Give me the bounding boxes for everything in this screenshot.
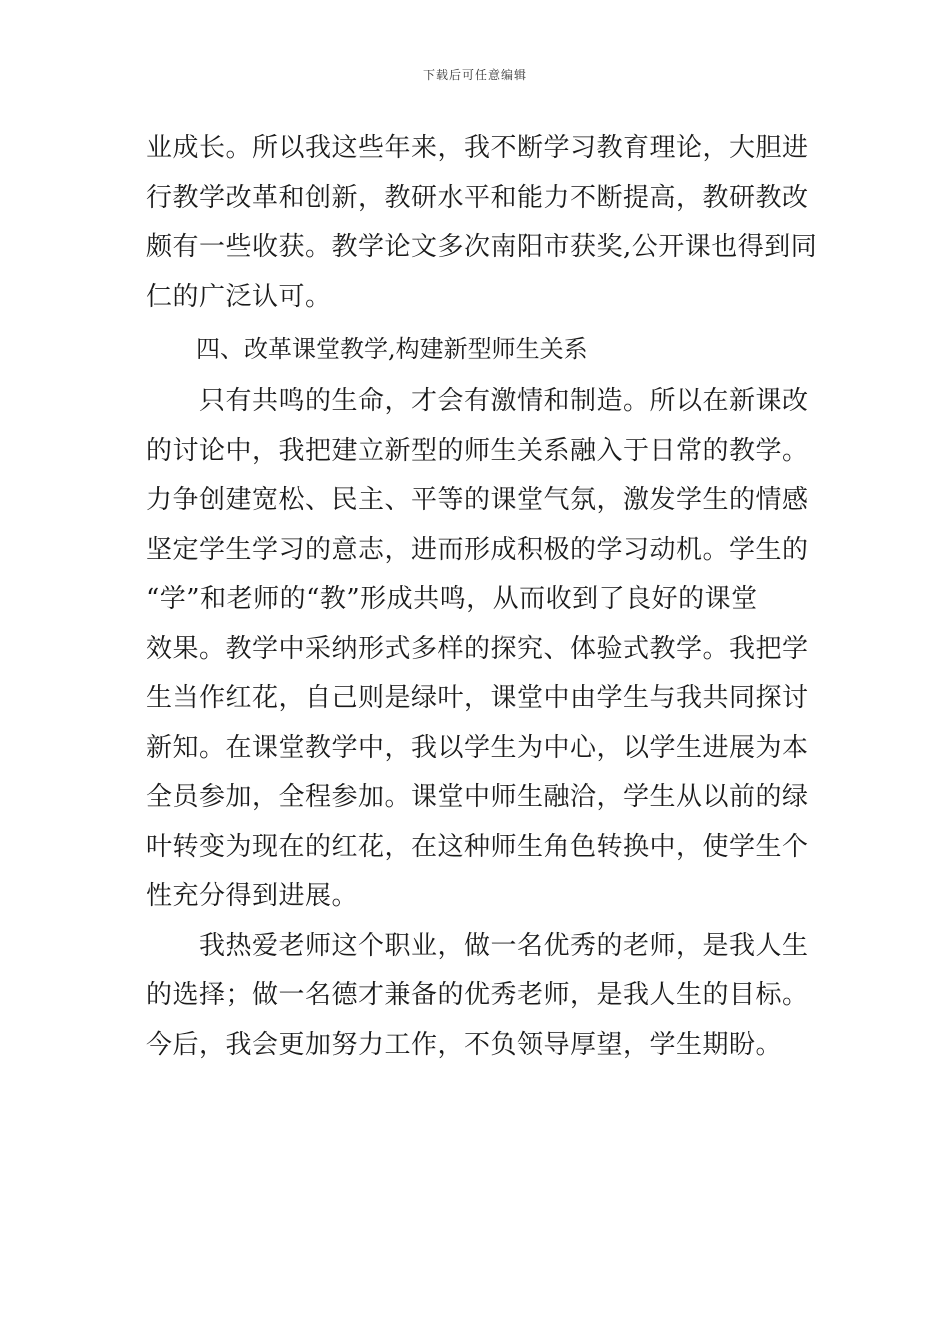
text-line: 效果。教学中采纳形式多样的探究、体验式教学。我把学 — [146, 633, 809, 664]
text-line: 性充分得到进展。 — [146, 881, 359, 911]
text-line: 生当作红花，自己则是绿叶，课堂中由学生与我共同探讨 — [146, 683, 809, 713]
text-line: 的选择；做一名德才兼备的优秀老师，是我人生的目标。 — [146, 980, 809, 1010]
text-line: 仁的广泛认可。 — [146, 281, 332, 312]
text-line: 的讨论中，我把建立新型的师生关系融入于日常的教学。 — [146, 435, 809, 466]
body-text — [146, 124, 818, 1070]
text-line: 业成长。所以我这些年来，我不断学习教育理论，大胆进 — [146, 133, 809, 163]
text-line: 全员参加，全程参加。课堂中师生融洽，学生从以前的绿 — [146, 782, 809, 812]
text-line: “学”和老师的“教”形成共鸣，从而收到了良好的课堂 — [146, 584, 758, 614]
header-note: 下载后可任意编辑 — [422, 68, 527, 82]
text-line: 新知。在课堂教学中，我以学生为中心，以学生进展为本 — [146, 732, 809, 763]
text-line: 力争创建宽松、民主、平等的课堂气氛，激发学生的情感 — [146, 485, 809, 515]
text-line: 只有共鸣的生命，才会有激情和制造。所以在新课改 — [146, 386, 809, 416]
text-line: 今后，我会更加努力工作，不负领导厚望，学生期盼。 — [146, 1029, 783, 1060]
text-line: 颇有一些收获。教学论文多次南阳市获奖,公开课也得到同 — [146, 232, 818, 262]
text-line: 行教学改革和创新，教研水平和能力不断提高，教研教改 — [146, 182, 809, 213]
text-line: 叶转变为现在的红花，在这种师生角色转换中，使学生个 — [146, 831, 809, 862]
text-line: 我热爱老师这个职业，做一名优秀的老师，是我人生 — [146, 930, 809, 961]
section-heading: 四、改革课堂教学,构建新型师生关系 — [196, 335, 588, 363]
text-line: 坚定学生学习的意志，进而形成积极的学习动机。学生的 — [146, 534, 809, 565]
